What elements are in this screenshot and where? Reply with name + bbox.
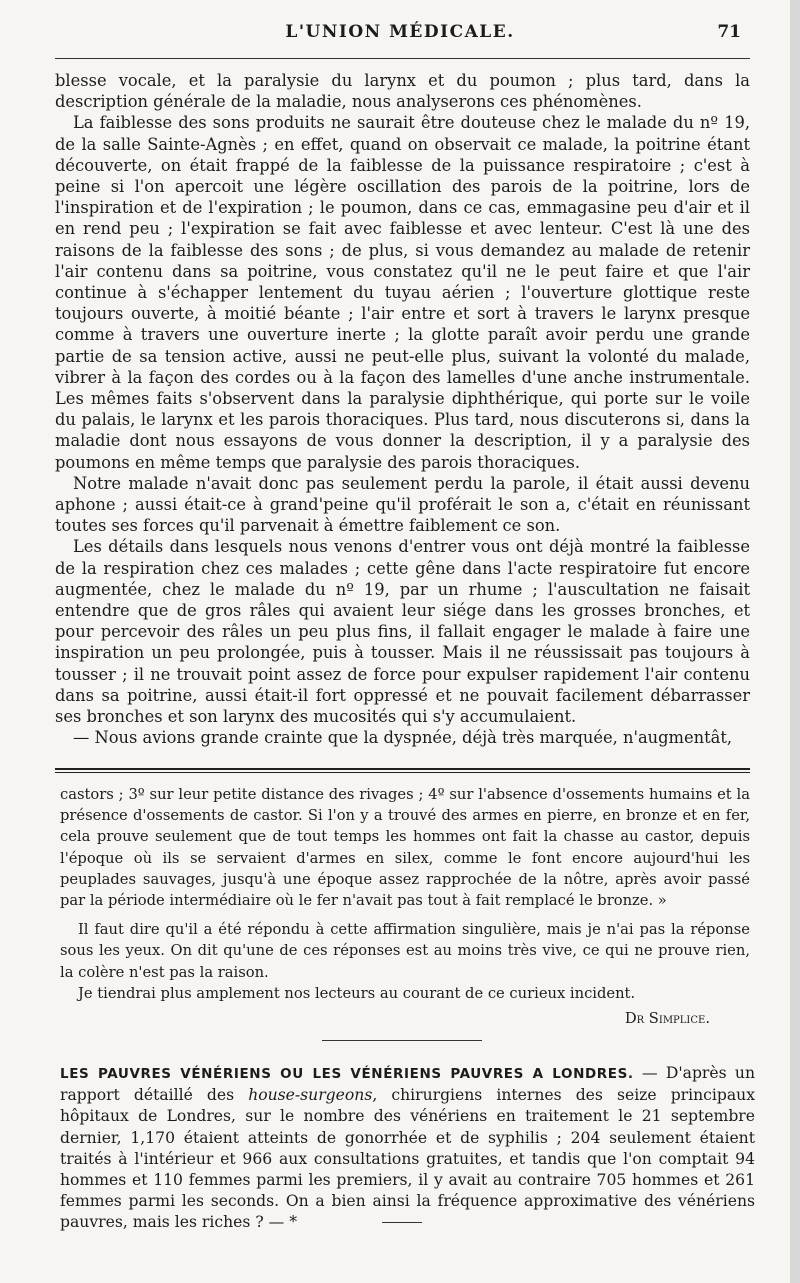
news-intro: — D'après un rapport détaillé des: [60, 1064, 755, 1105]
paragraph: castors ; 3º sur leur petite distance des rivages ; 4º sur l'absence d'ossements humains et la présence d'ossements de castor. Si l'on y a trouvé des armes en pierre, en bronze et en fer, cela prouve seulement que de tout temps les hommes ont fait la chasse au castor, depuis l'époque où ils se servaient d'armes en silex, comme le font encore aujourd'hui les peuplades sauvages, jusqu'à une époque assez rapprochée de la nôtre, après avoir passé par la période intermédiaire où le fer n'avait pas tout à fait remplacé le bronze. »: [60, 786, 750, 910]
paragraph: La faiblesse des sons produits ne saurait être douteuse chez le malade du nº 19, de la salle Sainte-Agnès ; en effet, quand on observait ce malade, la poitrine étant découverte, on était frappé de la faiblesse de la puissance respiratoire ; c'est à peine si l'on apercoit une légère oscillation des parois de la poitrine, lors de l'inspiration et de l'expiration ; le poumon, dans ce cas, emmagasine peu d'air et il en rend peu ; l'expiration se fait avec faiblesse et avec lenteur. C'est là une des raisons de la faiblesse des sons ; de plus, si vous demandez au malade de retenir l'air contenu dans sa poitrine, vous constatez qu'il ne le peut faire et que l'air continue à s'échapper lentement du tuyau aérien ; l'ouverture glottique reste toujours ouverte, à moitié béante ; l'air entre et sort à travers le larynx presque comme à travers une ouverture inerte ; la glotte paraît avoir perdu une grande partie de sa tension active, aussi ne peut-elle plus, suivant la volonté du malade, vibrer à la façon des cordes ou à la façon des lamelles d'une anche instrumentale. Les mêmes faits s'observent dans la paralysie diphthérique, qui porte sur le voile du palais, le larynx et les parois thoraciques. Plus tard, nous discuterons si, dans la maladie dont nous essayons de vous donner la description, il y a paralysie des poumons en même temps que paralysie des parois thoraciques.: [55, 113, 750, 472]
news-body: , chirurgiens internes des seize principaux hôpitaux de Londres, sur le nombre des vénériens en traitement le 21 septembre dernier, 1,170 étaient atteints de gonorrhée et de syphilis ; 204 seulement étaient traités à l'intérieur et 966 aux consultations gratuites, et tandis que l'on comptait 94 hommes et 110 femmes parmi les premiers, il y avait au contraire 705 hommes et 261 femmes parmi les seconds. On a bien ainsi la fréquence approximative des vénériens pauvres, mais les riches ? — *: [60, 1086, 755, 1232]
paragraph: Les détails dans lesquels nous venons d'entrer vous ont déjà montré la faiblesse de la respiration chez ces malades ; cette gêne dans l'acte respiratoire fut encore augmentée, chez le malade du nº 19, par un rhume ; l'auscultation ne faisait entendre que de gros râles qui avaient leur siége dans les grosses bronches, et pour percevoir des râles un peu plus fins, il fallait engager le malade à faire une inspiration un peu prolongée, puis à tousser. Mais il ne réussissait pas toujours à tousser ; il ne trouvait point assez de force pour expulser rapidement l'air contenu dans sa poitrine, aussi était-il fort oppressé et ne pouvait facilement débarrasser ses bronches et son larynx des mucosités qui s'y accumulaient.: [55, 537, 750, 727]
feuilleton-text: [60, 784, 750, 1029]
end-rule: [382, 1222, 422, 1223]
header-rule: [55, 58, 750, 59]
paragraph: Notre malade n'avait donc pas seulement perdu la parole, il était aussi devenu aphone ; aussi était-ce à grand'peine qu'il proférait le son a, c'était en réunissant toutes ses forces qu'il parvenait à émettre faiblement ce son.: [55, 473, 750, 536]
paragraph: Il faut dire qu'il a été répondu à cette affirmation singulière, mais je n'ai pas la réponse sous les yeux. On dit qu'une de ces réponses est au moins très vive, ce qui ne prouve rien, la colère n'est pas la raison.: [60, 921, 750, 981]
news-heading: LES PAUVRES VÉNÉRIENS OU LES VÉNÉRIENS PAUVRES A LONDRES.: [60, 1066, 634, 1082]
news-paragraph: [60, 1063, 755, 1234]
main-text: [55, 70, 750, 749]
running-header: [55, 22, 745, 48]
news-italic-term: house-surgeons: [248, 1086, 373, 1105]
paragraph: blesse vocale, et la paralysie du larynx et du poumon ; plus tard, dans la description générale de la maladie, nous analyserons ces phénomènes.: [55, 71, 750, 112]
page-number: 71: [717, 22, 741, 42]
author-signature: Dr Simplice.: [624, 1010, 710, 1028]
paragraph: Je tiendrai plus amplement nos lecteurs au courant de ce curieux incident.: [78, 984, 636, 1002]
section-divider: [55, 768, 750, 773]
paragraph: — Nous avions grande crainte que la dyspnée, déjà très marquée, n'augmentât,: [73, 728, 733, 748]
separator-rule: [322, 1040, 482, 1041]
journal-title: L'UNION MÉDICALE.: [285, 22, 515, 42]
news-item: [60, 1063, 755, 1234]
